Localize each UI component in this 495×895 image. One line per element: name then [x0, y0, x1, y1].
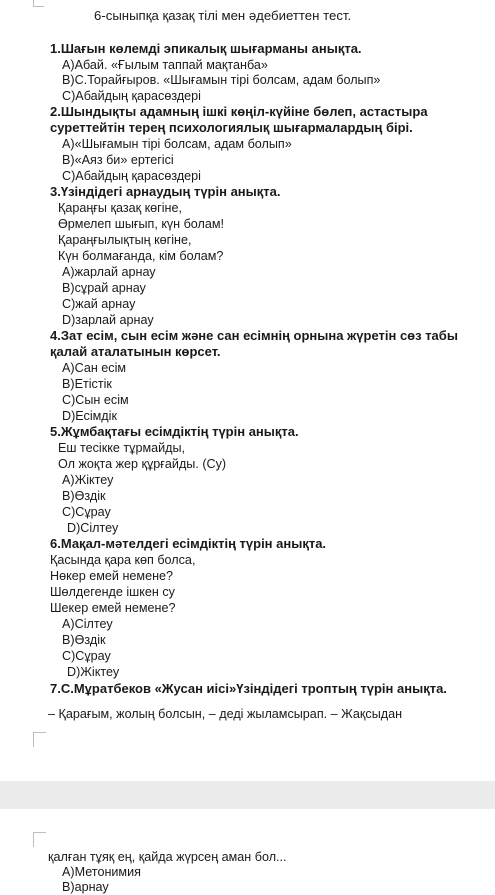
option-5b: В)Өздік	[62, 489, 106, 503]
verse-line: Қараңғылықтың көгіне,	[58, 233, 192, 247]
option-6b: В)Өздік	[62, 633, 106, 647]
option-7a: А)Метонимия	[62, 865, 141, 879]
proverb-line: Шөлдегенде ішкен су	[50, 585, 175, 599]
question-4: 4.Зат есім, сын есім және сан есімнің орнына жүретін сөз табы	[50, 328, 458, 343]
option-1b: В)С.Торайғыров. «Шығамын тірі болсам, адам болып»	[62, 73, 381, 87]
proverb-line: Қасында қара көп болса,	[50, 553, 196, 567]
question-6: 6.Мақал-мәтелдегі есімдіктің түрін анықта.	[50, 536, 327, 551]
option-4a: А)Сан есім	[62, 361, 127, 375]
option-3c: С)жай арнау	[62, 297, 136, 311]
excerpt-line: – Қарағым, жолың болсын, – деді жыламсырап. – Жақсыдан	[48, 707, 403, 721]
verse-line: Қараңғы қазақ көгіне,	[58, 201, 182, 215]
question-7: 7.С.Мұратбеков «Жусан иісі»Үзіндідегі троптың түрін анықта.	[50, 681, 447, 696]
page-corner-mark	[33, 732, 46, 747]
option-2c: С)Абайдың қарасөздері	[62, 169, 201, 183]
option-5a: А)Жіктеу	[62, 473, 114, 487]
option-1a: А)Абай. «Ғылым таппай мақтанба»	[62, 58, 268, 72]
option-7b: В)арнау	[62, 880, 109, 894]
riddle-line: Еш тесікке тұрмайды,	[58, 441, 186, 455]
option-4d: D)Есімдік	[62, 409, 117, 423]
option-2a: А)«Шығамын тірі болсам, адам болып»	[62, 137, 292, 151]
option-6d: D)Жіктеу	[67, 665, 120, 679]
proverb-line: Нөкер емей немене?	[50, 569, 174, 583]
question-4-cont: қалай аталатынын көрсет.	[50, 344, 221, 359]
option-5d: D)Сілтеу	[67, 521, 119, 535]
riddle-line: Ол жоқта жер құрғайды. (Су)	[58, 457, 227, 471]
option-3a: А)жарлай арнау	[62, 265, 156, 279]
option-1c: С)Абайдың қарасөздері	[62, 89, 201, 103]
excerpt-line: қалған тұяқ ең, қайда жүрсең аман бол...	[48, 850, 287, 864]
option-5c: С)Сұрау	[62, 505, 111, 519]
option-6c: С)Сұрау	[62, 649, 111, 663]
option-3d: D)зарлай арнау	[62, 313, 154, 327]
option-2b: В)«Аяз би» ертегісі	[62, 153, 174, 167]
verse-line: Өрмелеп шығып, күн болам!	[58, 217, 225, 231]
option-4b: В)Етістік	[62, 377, 112, 391]
option-4c: С)Сын есім	[62, 393, 129, 407]
question-2: 2.Шындықты адамның ішкі көңіл-күйіне бөлеп, астастыра	[50, 104, 428, 119]
question-5: 5.Жұмбақтағы есімдіктің түрін анықта.	[50, 424, 299, 439]
option-3b: В)сұрай арнау	[62, 281, 146, 295]
page-corner-mark	[33, 0, 44, 7]
question-3: 3.Үзіндідегі арнаудың түрін анықта.	[50, 184, 281, 199]
page-corner-mark	[33, 832, 46, 847]
verse-line: Күн болмағанда, кім болам?	[58, 249, 224, 263]
question-2-cont: суреттейтін терең психологиялық шығармалардың бірі.	[50, 120, 413, 135]
question-1: 1.Шағын көлемді эпикалық шығарманы анықта.	[50, 41, 362, 56]
option-6a: А)Сілтеу	[62, 617, 113, 631]
page-separator	[0, 781, 495, 809]
page-title: 6-сыныпқа қазақ тілі мен әдебиеттен тест.	[94, 8, 352, 23]
proverb-line: Шекер емей немене?	[50, 601, 176, 615]
